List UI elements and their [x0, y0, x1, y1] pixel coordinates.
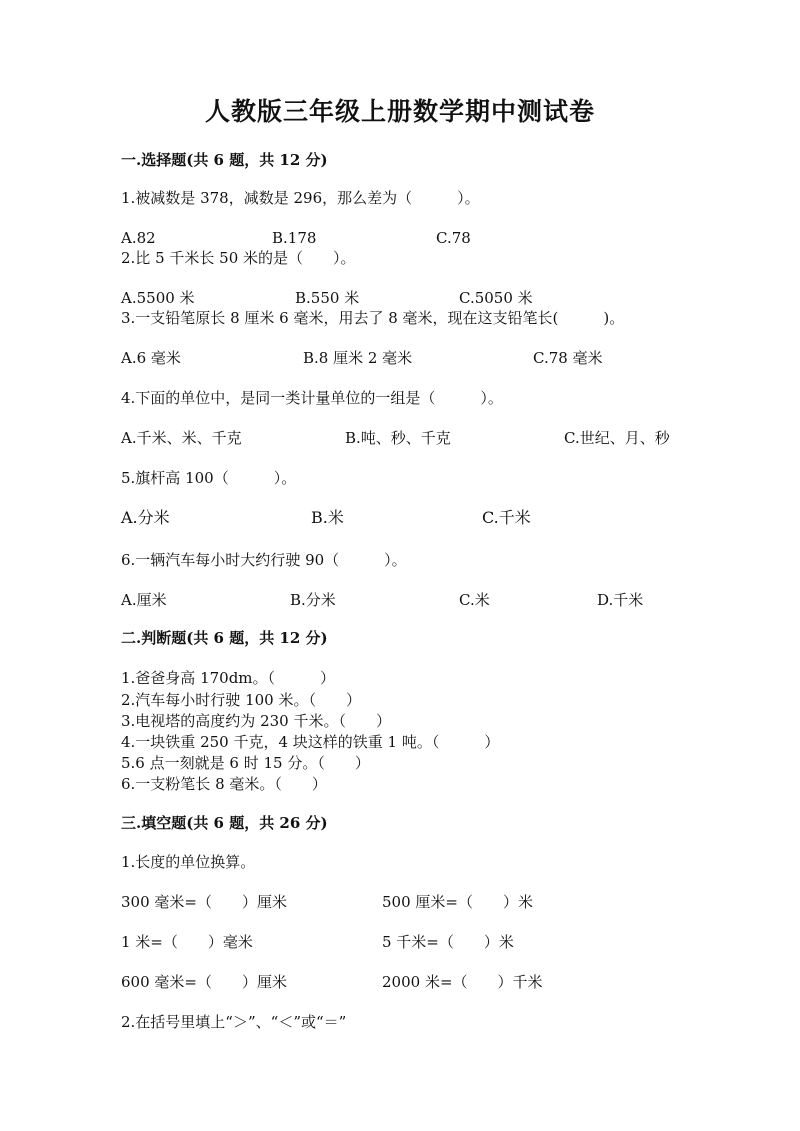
- s1-q2-option-a: A.5500 米: [121, 289, 195, 307]
- s1-q5-option-a: A.分米: [121, 508, 170, 527]
- s3-q1-r3-right: 2000 米=（ ）千米: [382, 973, 543, 991]
- s1-q4-option-c: C.世纪、月、秒: [564, 429, 670, 447]
- s1-q6-option-d: D.千米: [597, 591, 644, 609]
- s1-q6-option-c: C.米: [459, 591, 490, 609]
- s3-q1-text: 1.长度的单位换算。: [121, 853, 256, 871]
- section2-heading: 二.判断题(共 6 题，共 12 分): [121, 629, 328, 647]
- s1-q3-option-c: C.78 毫米: [533, 349, 603, 367]
- s2-item-2: 2.汽车每小时行驶 100 米。（ ）: [121, 691, 361, 709]
- s1-q3-option-a: A.6 毫米: [121, 349, 181, 367]
- s1-q6-option-b: B.分米: [290, 591, 336, 609]
- s1-q1-option-b: B.178: [272, 229, 317, 247]
- s2-item-4: 4.一块铁重 250 千克，4 块这样的铁重 1 吨。（ ）: [121, 733, 500, 751]
- s1-q2-option-c: C.5050 米: [459, 289, 533, 307]
- s1-q4-text: 4.下面的单位中，是同一类计量单位的一组是（ ）。: [121, 389, 503, 407]
- s3-q1-r3-left: 600 毫米=（ ）厘米: [121, 973, 287, 991]
- s2-item-1: 1.爸爸身高 170dm。（ ）: [121, 669, 336, 687]
- s2-item-6: 6.一支粉笔长 8 毫米。（ ）: [121, 775, 327, 793]
- s3-q1-r1-right: 500 厘米=（ ）米: [382, 893, 533, 911]
- s1-q1-option-c: C.78: [436, 229, 471, 247]
- section3-heading: 三.填空题(共 6 题，共 26 分): [121, 814, 328, 832]
- s2-item-3: 3.电视塔的高度约为 230 千米。（ ）: [121, 712, 391, 730]
- s3-q1-r2-right: 5 千米=（ ）米: [382, 933, 514, 951]
- s1-q4-option-a: A.千米、米、千克: [121, 429, 242, 447]
- s3-q1-r1-left: 300 毫米=（ ）厘米: [121, 893, 287, 911]
- s1-q6-option-a: A.厘米: [121, 591, 167, 609]
- s1-q1-text: 1.被减数是 378，减数是 296，那么差为（ ）。: [121, 189, 480, 207]
- s1-q6-text: 6.一辆汽车每小时大约行驶 90（ ）。: [121, 551, 407, 569]
- s1-q5-text: 5.旗杆高 100（ ）。: [121, 469, 297, 487]
- s1-q3-text: 3.一支铅笔原长 8 厘米 6 毫米，用去了 8 毫米，现在这支铅笔长( )。: [121, 309, 625, 327]
- s1-q2-option-b: B.550 米: [295, 289, 360, 307]
- s1-q3-option-b: B.8 厘米 2 毫米: [303, 349, 413, 367]
- s2-item-5: 5.6 点一刻就是 6 时 15 分。（ ）: [121, 754, 370, 772]
- s1-q4-option-b: B.吨、秒、千克: [345, 429, 451, 447]
- s1-q1-option-a: A.82: [121, 229, 156, 247]
- s1-q5-option-c: C.千米: [482, 508, 531, 527]
- s1-q2-text: 2.比 5 千米长 50 米的是（ ）。: [121, 249, 356, 267]
- s3-q1-r2-left: 1 米=（ ）毫米: [121, 933, 253, 951]
- page-title: 人教版三年级上册数学期中测试卷: [204, 97, 595, 126]
- section1-heading: 一.选择题(共 6 题，共 12 分): [121, 151, 328, 169]
- s1-q5-option-b: B.米: [311, 508, 344, 527]
- s3-q2-text: 2.在括号里填上“＞”、“＜”或“＝”: [121, 1013, 347, 1031]
